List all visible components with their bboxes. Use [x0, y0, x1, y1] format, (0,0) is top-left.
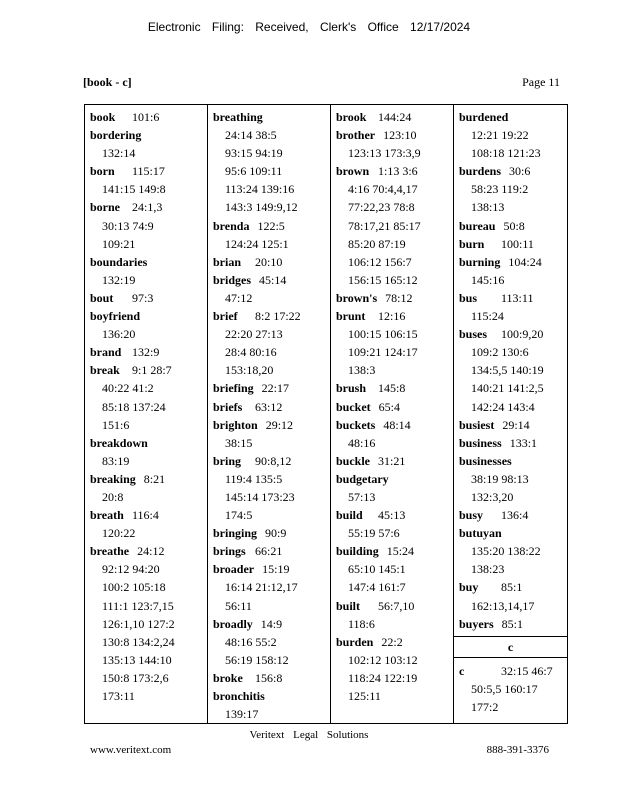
index-refs: 132:3,20 [471, 489, 514, 504]
index-column-4-bottom [454, 662, 567, 716]
index-term: brief [213, 309, 238, 324]
index-term: brush [336, 381, 367, 396]
index-refs: 85:1 [501, 580, 523, 595]
index-refs: 135:20 138:22 [471, 544, 541, 559]
index-entry [336, 398, 449, 416]
index-entry [213, 379, 326, 397]
index-refs: 138:3 [348, 363, 376, 378]
index-entry [459, 108, 563, 162]
index-column-4 [454, 105, 567, 723]
index-term: bringing [213, 526, 258, 541]
index-refs: 78:17,21 85:17 [348, 218, 421, 233]
index-refs: 132:19 [102, 272, 136, 287]
index-term: c [459, 663, 465, 678]
index-refs: 4:16 70:4,4,17 [348, 182, 418, 197]
index-entry [90, 162, 203, 198]
index-term: burning [459, 254, 501, 269]
index-refs: 50:8 [503, 218, 525, 233]
index-entry [336, 597, 449, 633]
index-entry [213, 524, 326, 542]
index-refs: 132:9 [132, 345, 160, 360]
index-refs: 48:16 [348, 435, 376, 450]
index-entry [90, 434, 203, 470]
index-term: brian [213, 254, 242, 269]
index-term: bout [90, 290, 114, 305]
index-term: broadly [213, 616, 253, 631]
index-range: [book - c] [83, 75, 132, 89]
index-refs: 15:19 [262, 562, 290, 577]
index-refs: 109:21 124:17 [348, 345, 418, 360]
index-entry [459, 253, 563, 289]
index-term: born [90, 164, 115, 179]
index-refs: 20:10 [255, 254, 283, 269]
index-entry [459, 217, 563, 235]
index-entry [90, 253, 203, 289]
index-entry [459, 615, 563, 633]
index-term: book [90, 110, 116, 124]
index-refs: 150:8 173:2,6 [102, 670, 169, 685]
index-refs: 9:1 28:7 [132, 363, 172, 378]
index-refs: 125:11 [348, 689, 381, 703]
index-entry [213, 307, 326, 379]
index-column-1 [85, 105, 208, 723]
index-entry [90, 198, 203, 252]
index-refs: 100:11 [501, 236, 534, 251]
index-term: bucket [336, 399, 371, 414]
index-entry [90, 126, 203, 162]
index-term: brother [336, 128, 376, 143]
index-refs: 115:24 [471, 309, 504, 324]
index-term: brook [336, 110, 367, 124]
index-refs: 100:2 105:18 [102, 580, 166, 595]
index-term: buckle [336, 453, 371, 468]
index-entry [336, 162, 449, 289]
index-term: brings [213, 544, 246, 559]
index-refs: 156:15 165:12 [348, 272, 418, 287]
index-term: burden [336, 634, 374, 649]
page-number: Page 11 [522, 75, 560, 89]
index-entry [213, 560, 326, 614]
index-refs: 140:21 141:2,5 [471, 381, 544, 396]
index-refs: 92:12 94:20 [102, 562, 160, 577]
index-refs: 30:13 74:9 [102, 218, 154, 233]
index-entry [213, 271, 326, 307]
index-term: bureau [459, 218, 496, 233]
index-entry [459, 452, 563, 506]
index-refs: 14:9 [260, 616, 283, 631]
index-refs: 45:13 [378, 508, 406, 523]
index-term: broader [213, 562, 255, 577]
index-term: busiest [459, 417, 495, 432]
index-term: burdens [459, 164, 502, 179]
index-refs: 109:2 130:6 [471, 345, 529, 360]
index-entry [213, 542, 326, 560]
index-refs: 24:1,3 [132, 200, 163, 215]
index-refs: 120:22 [102, 526, 136, 541]
index-term: boundaries [90, 254, 148, 269]
index-refs: 177:2 [471, 699, 499, 714]
index-term: broke [213, 670, 243, 685]
index-refs: 118:24 122:19 [348, 670, 418, 685]
index-term: brown [336, 164, 370, 179]
index-refs: 109:21 [102, 236, 136, 251]
index-refs: 30:6 [509, 164, 531, 179]
index-refs: 8:21 [143, 471, 166, 486]
filing-stamp: Electronic Filing: Received, Clerk's Office 12/17/2024 [147, 20, 471, 34]
index-refs: 1:13 3:6 [378, 164, 418, 179]
index-refs: 29:12 [265, 417, 294, 432]
index-refs: 136:4 [501, 508, 529, 523]
index-refs: 113:24 139:16 [225, 182, 295, 197]
index-refs: 56:11 [225, 598, 252, 613]
index-refs: 122:5 [257, 218, 285, 233]
index-refs: 118:6 [348, 616, 375, 631]
index-refs: 85:18 137:24 [102, 399, 166, 414]
index-term: breath [90, 508, 124, 523]
index-term: breathing [213, 110, 263, 124]
index-entry [336, 470, 449, 506]
index-refs: 48:14 [383, 417, 411, 432]
index-refs: 100:15 106:15 [348, 327, 418, 342]
index-refs: 31:21 [378, 453, 406, 468]
index-entry [459, 235, 563, 253]
index-term: brenda [213, 218, 250, 233]
index-refs: 123:13 173:3,9 [348, 146, 421, 161]
index-column-3 [331, 105, 454, 723]
index-refs: 138:23 [471, 562, 505, 577]
index-term: boyfriend [90, 309, 141, 324]
index-entry [90, 108, 203, 126]
footer-website: www.veritext.com [90, 744, 172, 756]
index-refs: 136:20 [102, 327, 136, 342]
index-term: bordering [90, 128, 142, 143]
index-refs: 135:13 144:10 [102, 652, 172, 667]
index-term: burdened [459, 110, 509, 124]
index-entry [336, 633, 449, 705]
index-entry [213, 669, 326, 687]
index-refs: 65:10 145:1 [348, 562, 406, 577]
index-term: brighton [213, 417, 258, 432]
index-term: buses [459, 327, 488, 342]
index-entry [90, 307, 203, 343]
index-refs: 12:21 19:22 [471, 128, 529, 143]
index-term: busy [459, 508, 484, 523]
index-term: butuyan [459, 526, 502, 541]
index-refs: 50:5,5 160:17 [471, 681, 538, 696]
index-refs: 115:17 [132, 164, 165, 179]
index-refs: 22:20 27:13 [225, 327, 283, 342]
index-term: business [459, 435, 502, 450]
index-refs: 97:3 [132, 290, 154, 305]
index-refs: 106:12 156:7 [348, 254, 412, 269]
footer-phone: 888-391-3376 [486, 744, 549, 756]
index-refs: 145:8 [378, 381, 406, 396]
word-index-grid [84, 104, 568, 724]
index-refs: 174:5 [225, 508, 253, 523]
index-entry [336, 289, 449, 307]
index-column-2 [208, 105, 331, 723]
index-refs: 28:4 80:16 [225, 345, 277, 360]
index-entry [90, 343, 203, 361]
index-entry [336, 506, 449, 542]
index-entry [213, 217, 326, 253]
index-entry [213, 108, 326, 217]
index-refs: 139:17 [225, 707, 259, 722]
index-term: borne [90, 200, 120, 215]
index-entry [459, 524, 563, 578]
index-refs: 108:18 121:23 [471, 146, 541, 161]
index-entry [459, 662, 563, 716]
index-term: buy [459, 580, 479, 595]
index-term: breaking [90, 471, 136, 486]
index-entry [213, 398, 326, 416]
index-entry [213, 253, 326, 271]
index-refs: 142:24 143:4 [471, 399, 535, 414]
index-entry [336, 307, 449, 379]
index-entry [459, 578, 563, 614]
index-refs: 123:10 [383, 128, 417, 143]
index-term: budgetary [336, 471, 389, 486]
index-refs: 55:19 57:6 [348, 526, 400, 541]
index-entry [459, 434, 563, 452]
index-term: bridges [213, 272, 252, 287]
index-entry [90, 361, 203, 433]
index-term: brown's [336, 290, 378, 305]
footer-company: Veritext Legal Solutions [249, 729, 369, 741]
index-term: build [336, 508, 363, 523]
index-term: briefing [213, 381, 254, 396]
index-entry [90, 470, 203, 506]
index-entry [336, 126, 449, 162]
index-entry [336, 452, 449, 470]
index-refs: 22:2 [381, 634, 403, 649]
index-refs: 90:8,12 [255, 453, 292, 468]
index-refs: 116:4 [132, 508, 159, 523]
index-refs: 85:1 [501, 616, 524, 631]
index-refs: 95:6 109:11 [225, 164, 283, 179]
index-refs: 22:17 [261, 381, 290, 396]
index-refs: 66:21 [255, 544, 283, 559]
index-refs: 119:4 135:5 [225, 471, 283, 486]
index-entry [336, 379, 449, 397]
index-term: buckets [336, 417, 376, 432]
index-refs: 85:20 87:19 [348, 236, 406, 251]
index-refs: 100:9,20 [501, 327, 544, 342]
index-refs: 147:4 161:7 [348, 580, 406, 595]
index-term: bring [213, 453, 242, 468]
index-refs: 24:12 [137, 544, 165, 559]
index-term: bronchitis [213, 689, 265, 703]
index-refs: 130:8 134:2,24 [102, 634, 175, 649]
index-refs: 77:22,23 78:8 [348, 200, 415, 215]
index-refs: 20:8 [102, 489, 124, 504]
index-refs: 40:22 41:2 [102, 381, 154, 396]
index-entry [459, 325, 563, 415]
index-entry [213, 416, 326, 452]
index-refs: 45:14 [259, 272, 287, 287]
index-entry [213, 687, 326, 723]
index-refs: 151:6 [102, 417, 130, 432]
index-refs: 124:24 125:1 [225, 236, 289, 251]
index-refs: 47:12 [225, 290, 253, 305]
index-refs: 162:13,14,17 [471, 598, 535, 613]
index-refs: 153:18,20 [225, 363, 274, 378]
index-entry [336, 416, 449, 452]
index-refs: 78:12 [385, 290, 413, 305]
index-refs: 63:12 [255, 399, 283, 414]
index-refs: 57:13 [348, 489, 376, 504]
index-refs: 15:24 [386, 544, 415, 559]
index-refs: 134:5,5 140:19 [471, 363, 544, 378]
index-refs: 32:15 46:7 [501, 663, 553, 678]
index-refs: 141:15 149:8 [102, 182, 166, 197]
index-entry [336, 108, 449, 126]
index-refs: 56:7,10 [378, 598, 415, 613]
index-term: built [336, 598, 361, 613]
index-refs: 133:1 [509, 435, 538, 450]
index-refs: 24:14 38:5 [225, 128, 277, 143]
index-refs: 38:19 98:13 [471, 471, 529, 486]
index-term: building [336, 544, 379, 559]
index-refs: 16:14 21:12,17 [225, 580, 298, 595]
index-entry [90, 506, 203, 542]
index-entry [90, 542, 203, 705]
index-refs: 145:16 [471, 272, 505, 287]
index-refs: 104:24 [508, 254, 542, 269]
index-refs: 143:3 149:9,12 [225, 200, 298, 215]
index-refs: 58:23 119:2 [471, 182, 529, 197]
index-refs: 173:11 [102, 689, 135, 703]
index-refs: 90:9 [265, 526, 287, 541]
index-entry [459, 506, 563, 524]
index-refs: 83:19 [102, 453, 130, 468]
index-entry [336, 542, 449, 596]
index-term: briefs [213, 399, 243, 414]
index-refs: 144:24 [378, 110, 412, 124]
index-refs: 48:16 55:2 [225, 634, 277, 649]
index-term: breathe [90, 544, 130, 559]
index-refs: 102:12 103:12 [348, 652, 418, 667]
index-refs: 132:14 [102, 146, 136, 161]
index-term: bus [459, 290, 478, 305]
index-refs: 65:4 [378, 399, 401, 414]
index-entry [459, 289, 563, 325]
index-refs: 145:14 173:23 [225, 489, 295, 504]
index-entry [459, 162, 563, 216]
index-term: break [90, 363, 120, 378]
index-refs: 156:8 [255, 670, 283, 685]
index-refs: 38:15 [225, 435, 253, 450]
index-refs: 29:14 [502, 417, 530, 432]
index-term: brand [90, 345, 122, 360]
index-entry [90, 289, 203, 307]
index-refs: 56:19 158:12 [225, 652, 289, 667]
index-refs: 101:6 [132, 110, 160, 124]
index-entry [213, 452, 326, 524]
index-column-4-top [454, 105, 567, 633]
index-entry [213, 615, 326, 669]
section-letter-header: c [454, 636, 567, 658]
index-term: businesses [459, 453, 512, 468]
index-entry [459, 416, 563, 434]
index-term: brunt [336, 309, 366, 324]
index-refs: 8:2 17:22 [255, 309, 301, 324]
index-term: breakdown [90, 435, 148, 450]
index-refs: 12:16 [378, 309, 406, 324]
index-refs: 113:11 [501, 290, 534, 305]
index-refs: 93:15 94:19 [225, 146, 283, 161]
index-term: buyers [459, 616, 494, 631]
index-refs: 138:13 [471, 200, 505, 215]
index-term: burn [459, 236, 485, 251]
index-refs: 126:1,10 127:2 [102, 616, 175, 631]
index-refs: 111:1 123:7,15 [102, 598, 174, 613]
